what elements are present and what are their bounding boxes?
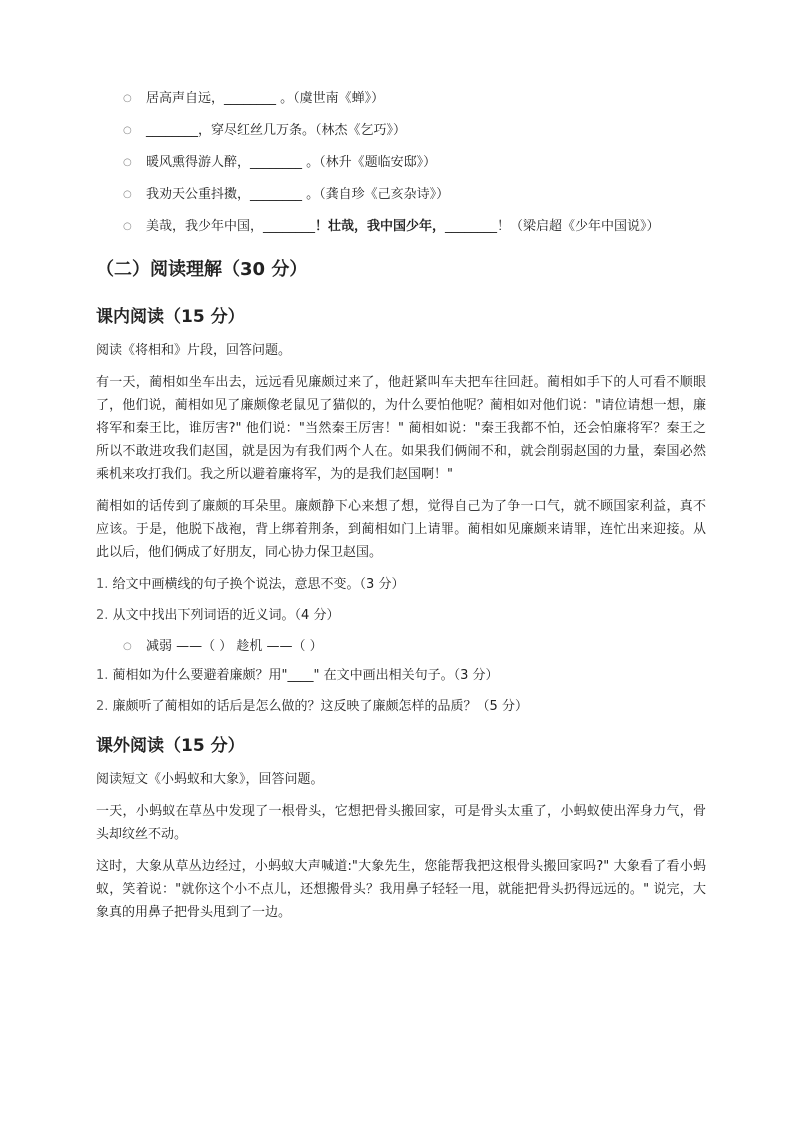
passage-paragraph: 一天，小蚂蚁在草丛中发现了一根骨头，它想把骨头搬回家，可是骨头太重了，小蚂蚁使出浑身力气，骨头却纹丝不动。 <box>96 804 706 842</box>
question-text: 给文中画横线的句子换个说法，意思不变。（3 分） <box>112 577 405 592</box>
poem-list-item <box>96 150 706 175</box>
bullet-icon: ○ <box>123 125 132 136</box>
synonym-subitem <box>96 635 706 658</box>
bullet-icon: ○ <box>123 641 132 652</box>
bullet-icon: ○ <box>123 93 132 104</box>
question-item <box>96 573 706 596</box>
bullet-icon: ○ <box>123 221 132 232</box>
question-item <box>96 604 706 627</box>
poem-line-part: 美哉，我少年中国，________ <box>146 219 316 234</box>
section-heading: （二）阅读理解（30 分） <box>96 259 308 280</box>
passage-paragraph: 这时，大象从草丛边经过，小蚂蚁大声喊道:"大象先生，您能帮我把这根骨头搬回家吗?" 大象看了看小蚂蚁，笑着说："就你这个小不点儿，还想搬骨头？我用鼻子轻轻一甩，就能把骨头扔得远远的。" 说完，大象真的用鼻子把骨头甩到了一边。 <box>96 859 706 920</box>
poem-line: 暖风熏得游人醉，________ 。（林升《题临安邸》） <box>146 155 437 170</box>
reading-instruction: 阅读短文《小蚂蚁和大象》，回答问题。 <box>96 772 324 787</box>
poem-line: 居高声自远，________ 。（虞世南《蝉》） <box>146 91 385 106</box>
question-item <box>96 664 706 687</box>
passage-paragraph: 有一天，蔺相如坐车出去，远远看见廉颇过来了，他赶紧叫车夫把车往回赶。蔺相如手下的人可看不顺眼了，他们说，蔺相如见了廉颇像老鼠见了猫似的，为什么要怕他呢？蔺相如对他们说："请位请想一想，廉将军和秦王比，谁厉害?" 他们说："当然秦王厉害！" 蔺相如说："秦王我都不怕，还会怕廉将军？秦王之所以不敢进攻我们赵国，就是因为有我们两个人在。如果我们俩闹不和，就会削弱赵国的力量，秦国必然乘机来攻打我们。我之所以避着廉将军，为的是我们赵国啊！" <box>96 375 706 482</box>
question-number: 2. <box>96 699 109 714</box>
poem-line: ________，穿尽红丝几万条。（林杰《乞巧》） <box>146 123 407 138</box>
bullet-icon: ○ <box>123 157 132 168</box>
question-item <box>96 695 706 718</box>
poem-list-item <box>96 86 706 111</box>
question-text: 廉颇听了蔺相如的话后是怎么做的？这反映了廉颇怎样的品质？（5 分） <box>112 699 528 714</box>
question-number: 2. <box>96 608 109 623</box>
poem-list-item <box>96 214 706 239</box>
passage-paragraph: 蔺相如的话传到了廉颇的耳朵里。廉颇静下心来想了想，觉得自己为了争一口气，就不顾国家利益，真不应该。于是，他脱下战袍，背上绑着荆条，到蔺相如门上请罪。蔺相如见廉颇来请罪，连忙出来迎接。从此以后，他们俩成了好朋友，同心协力保卫赵国。 <box>96 499 706 560</box>
question-text: 从文中找出下列词语的近义词。（4 分） <box>112 608 340 623</box>
question-number: 1. <box>96 668 109 683</box>
poem-line-part: ________！（梁启超《少年中国说》） <box>445 219 660 234</box>
synonym-blanks: 减弱 ——（ ） 趁机 ——（ ） <box>146 639 323 654</box>
poem-list-item <box>96 182 706 207</box>
poem-line-bold-part: ！壮哉，我中国少年， <box>315 219 446 234</box>
bullet-icon: ○ <box>123 189 132 200</box>
worksheet-page <box>96 86 706 933</box>
poem-line: 我劝天公重抖擞，________ 。（龚自珍《己亥杂诗》） <box>146 187 450 202</box>
question-number: 1. <box>96 577 109 592</box>
inclass-reading-heading: 课内阅读（15 分） <box>96 307 245 327</box>
question-text: 蔺相如为什么要避着廉颇？用"____" 在文中画出相关句子。（3 分） <box>112 668 499 683</box>
poem-list-item <box>96 118 706 143</box>
reading-instruction: 阅读《将相和》片段，回答问题。 <box>96 343 292 358</box>
outclass-reading-heading: 课外阅读（15 分） <box>96 736 245 756</box>
